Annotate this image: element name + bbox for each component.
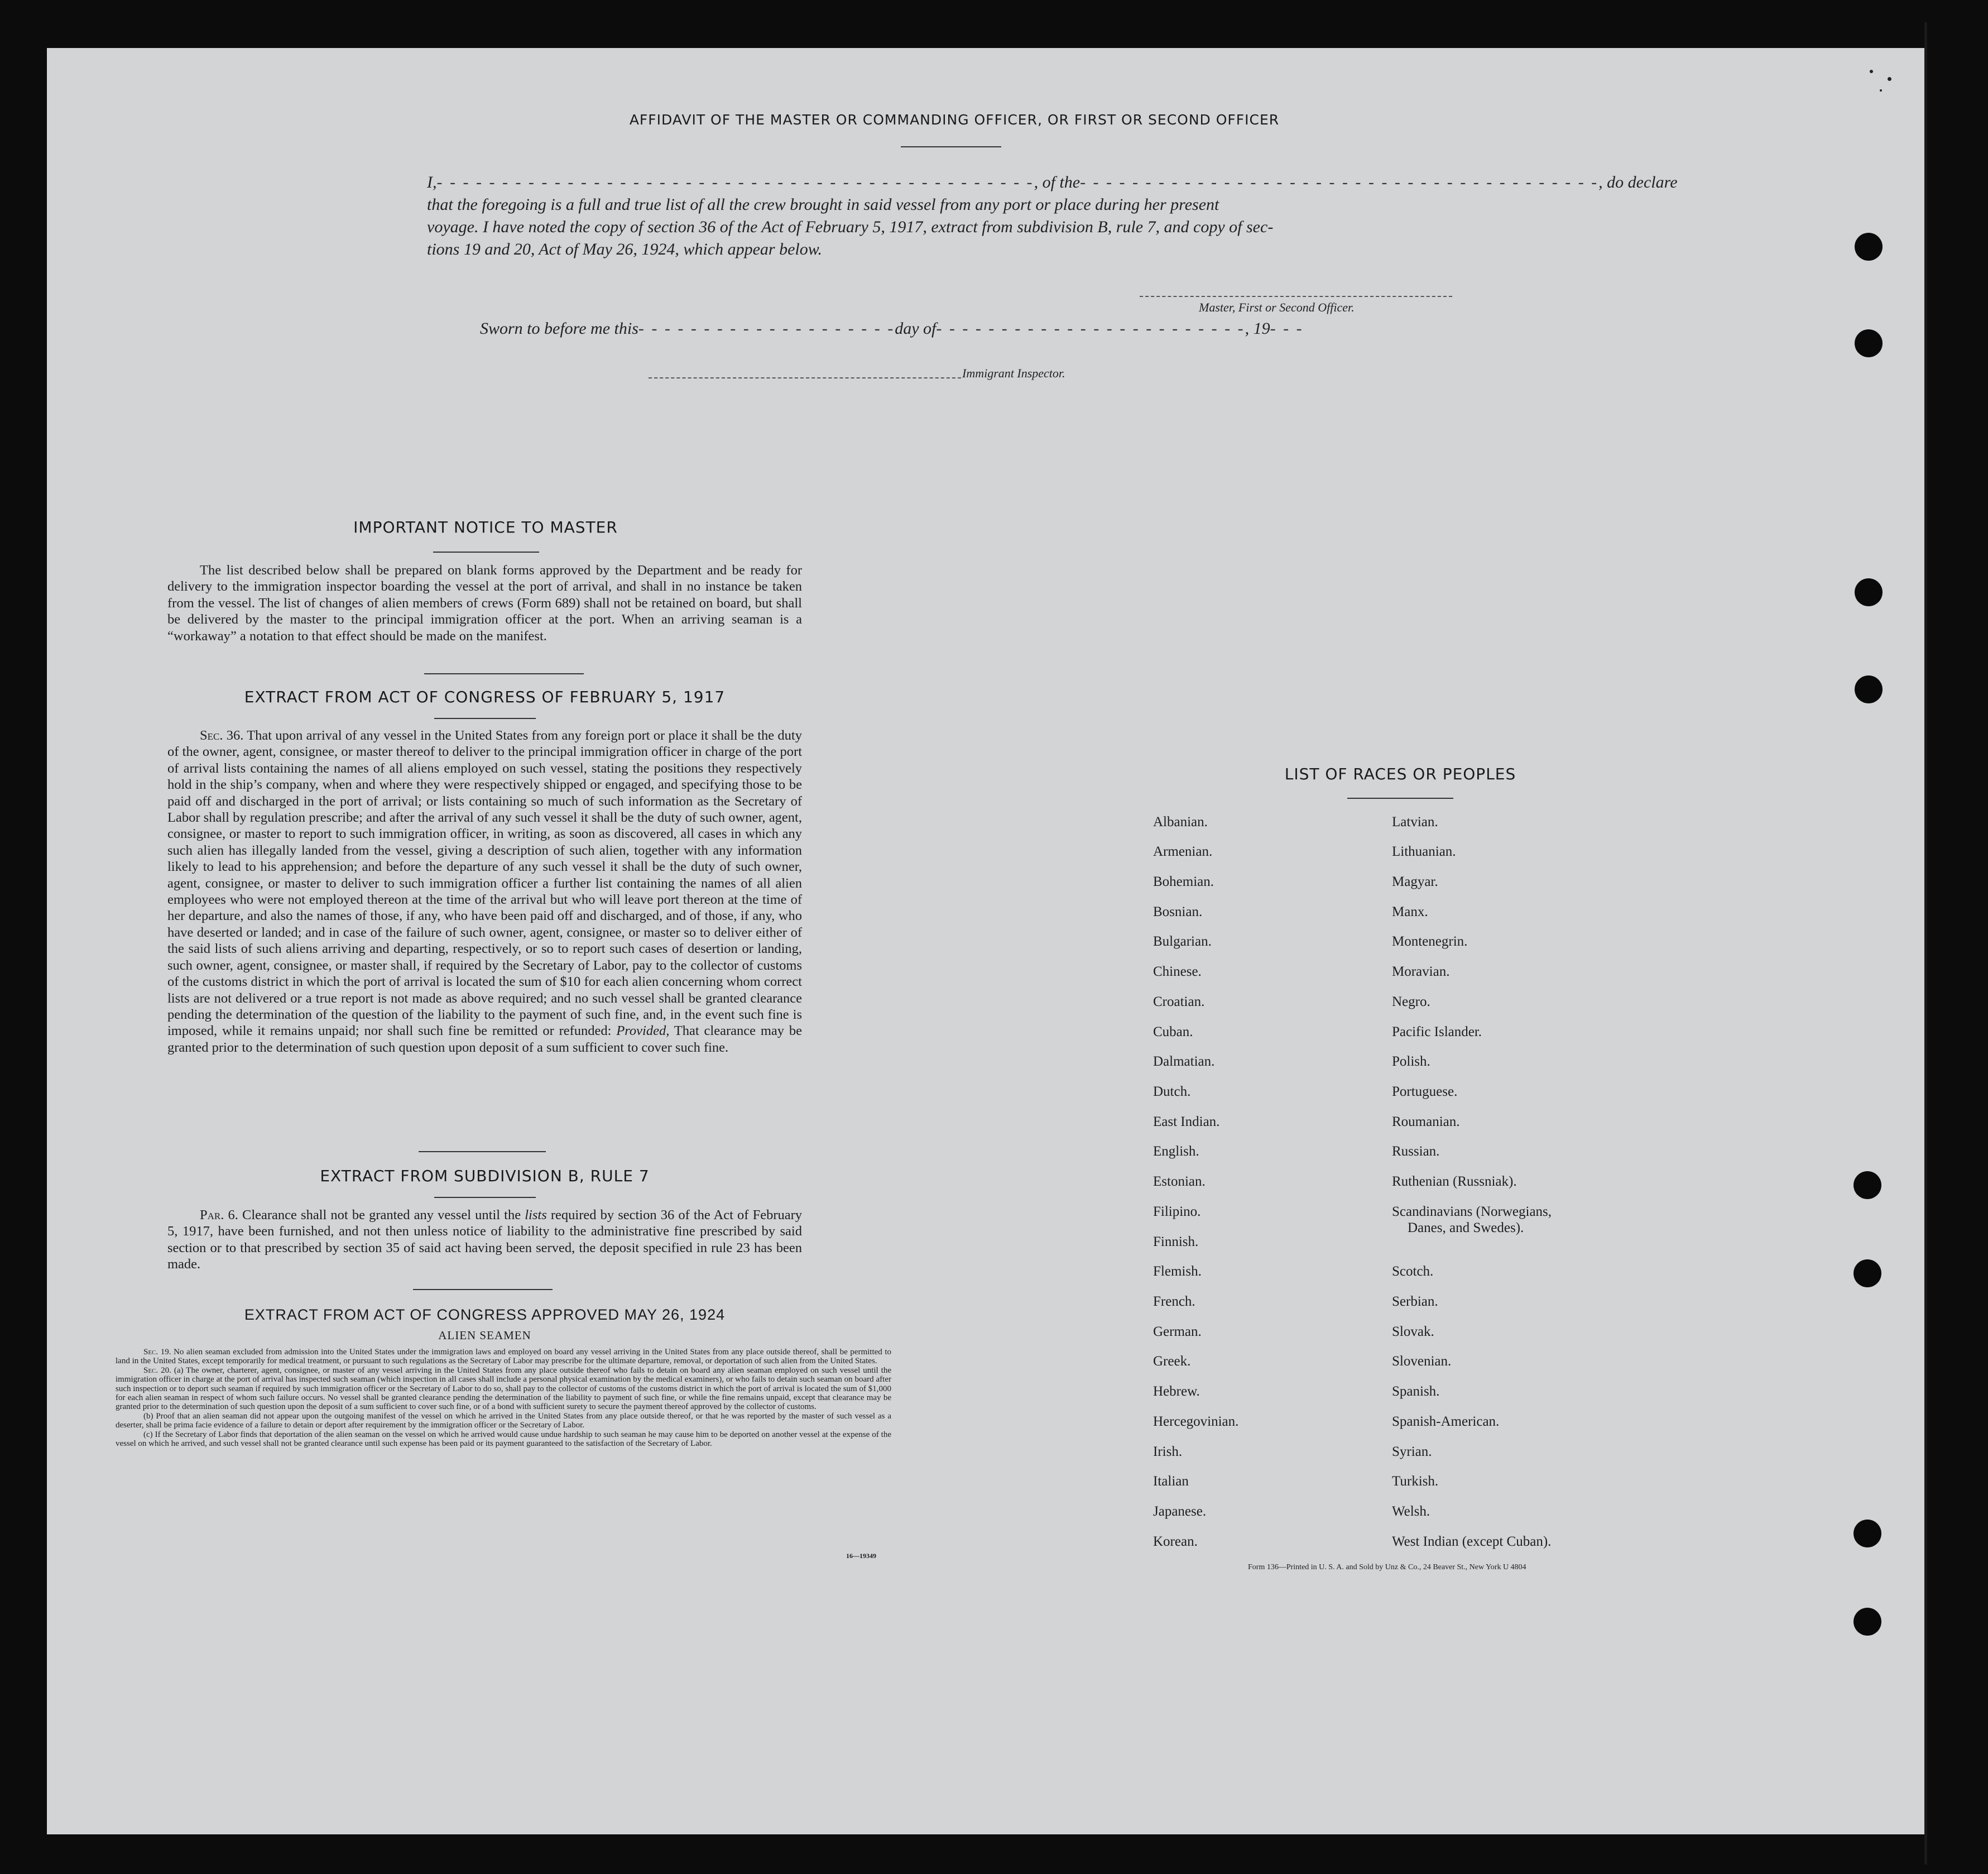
do-declare-label: , do declare <box>1598 173 1678 191</box>
par-6-label: Par. 6. <box>200 1207 238 1223</box>
day-of-label: day of <box>895 319 937 338</box>
sworn-year-blank: - - - <box>1270 319 1304 338</box>
race-item: Scotch. <box>1392 1264 1434 1279</box>
race-item: Finnish. <box>1153 1234 1199 1249</box>
par-6-body-b: required by section 36 of the Act of February 5, 1917, have been furnished, and not then unless notice of liability to the administrative fine prescribed by said section or to that prescribed by section 35 of said act having been served, the deposit specified in rule 23 has been made. <box>167 1207 803 1272</box>
race-item: Flemish. <box>1153 1264 1202 1279</box>
binder-hole <box>1853 1171 1881 1199</box>
race-item: Greek. <box>1153 1354 1191 1369</box>
sworn-line <box>480 319 1304 338</box>
extract-rule7-text <box>167 1207 802 1273</box>
race-item: English. <box>1153 1144 1199 1159</box>
race-item: Slovenian. <box>1392 1354 1452 1369</box>
race-item: Portuguese. <box>1392 1084 1458 1099</box>
extract-1924-title: EXTRACT FROM ACT OF CONGRESS APPROVED MAY 26, 1924 <box>244 1306 726 1323</box>
race-item: Spanish-American. <box>1392 1414 1500 1429</box>
par-6-body-a: Clearance shall not be granted any vessel until the <box>242 1207 521 1223</box>
race-item: Armenian. <box>1153 844 1213 859</box>
extract-1917-text <box>167 727 802 1056</box>
year-prefix: , 19 <box>1245 319 1270 338</box>
binder-hole <box>1853 1259 1881 1287</box>
race-item: Croatian. <box>1153 994 1205 1009</box>
sec-19-body: No alien seaman excluded from admission into the United States under the immigration laws and employed on board any vessel arriving in the United States from any place outside thereof, shall be permitted to land in the United States, except temporarily for medical treatment, or pursuant to such regulations as the Secretary of Labor may prescribe for the ultimate departure, removal, or deportation of such alien from the United States. <box>116 1348 892 1366</box>
race-item: Serbian. <box>1392 1294 1438 1309</box>
divider-rule <box>413 1289 553 1290</box>
of-the-label: , of the <box>1034 173 1081 191</box>
race-item: Bulgarian. <box>1153 934 1212 949</box>
binder-hole <box>1855 329 1883 357</box>
binder-hole <box>1855 578 1883 606</box>
extract-1917-rule <box>434 718 536 719</box>
race-item: Russian. <box>1392 1144 1440 1159</box>
race-item: Syrian. <box>1392 1444 1432 1459</box>
inspector-caption: Immigrant Inspector. <box>962 366 1065 380</box>
race-item: Montenegrin. <box>1392 934 1468 949</box>
race-item: Dalmatian. <box>1153 1054 1215 1069</box>
race-item: Estonian. <box>1153 1174 1206 1189</box>
race-item: Bohemian. <box>1153 874 1214 889</box>
race-item: Irish. <box>1153 1444 1183 1459</box>
race-item: Korean. <box>1153 1534 1198 1549</box>
title-rule <box>901 146 1001 147</box>
race-item: French. <box>1153 1294 1195 1309</box>
race-item: Filipino. <box>1153 1204 1201 1219</box>
race-item: Pacific Islander. <box>1392 1024 1482 1039</box>
affidavit-title: AFFIDAVIT OF THE MASTER OR COMMANDING OFFICER, OR FIRST OR SECOND OFFICER <box>629 112 1280 128</box>
extract-1917-title: EXTRACT FROM ACT OF CONGRESS OF FEBRUARY 5, 1917 <box>244 688 726 706</box>
binder-hole <box>1853 1608 1881 1636</box>
declarant-name-blank: - - - - - - - - - - - - - - - - - - - - - - - - - - - - - - - - - - - - - - - - - - - - - - <box>436 173 1034 191</box>
print-code: 16—19349 <box>846 1552 876 1560</box>
race-item: Lithuanian. <box>1392 844 1456 859</box>
binder-hole <box>1853 1520 1881 1547</box>
sec-20b-paragraph: (b) Proof that an alien seaman did not appear upon the outgoing manifest of the vessel on which he arrived in the United States from any place outside thereof, or that he was reported by the master of such vessel as a deserter, shall be prima facie evidence of a failure to detain or deport after requirement by the immigration officer or the Secretary of Labor. <box>116 1411 891 1430</box>
declarant-prefix: I, <box>427 173 437 191</box>
affidavit-declaration <box>427 171 1678 261</box>
sworn-day-blank: - - - - - - - - - - - - - - - - - - - - <box>638 319 895 338</box>
scan-speck <box>1880 89 1882 92</box>
master-signature-line <box>1140 296 1452 297</box>
race-item: Roumanian. <box>1392 1114 1460 1129</box>
race-item: Chinese. <box>1153 964 1202 979</box>
scan-edge <box>1924 22 1927 1865</box>
sec-20-label: Sec. 20. <box>143 1365 171 1375</box>
sec-20a-body: (a) The owner, charterer, agent, consignee, or master of any vessel arriving in the United States from any place outside thereof who fails to detain on board any alien seaman employed on such vessel until the immigration officer in charge at the port of arrival has inspected such seaman (which inspection in all cases shall include a personal physical examination by the medical examiners), or who fails to detain such seaman on board after such inspection or to deport such seaman if required by such immigration officer or the Secretary of Labor to do so, shall pay to the collector of customs of the customs district in which the port of arrival is located the sum of $1,000 for each alien seaman in respect of whom such failure occurs. No vessel shall be granted clearance pending the determination of the liability to payment of such fine, or while the fine remains unpaid, except that clearance may be granted prior to the determination of such question upon the deposit of a sum sufficient to cover such fine, or of a bond with sufficient surety to secure the payment thereof approved by the collector of customs. <box>116 1365 892 1412</box>
race-item: Hercegovinian. <box>1153 1414 1239 1429</box>
extract-rule7-rule <box>434 1197 536 1198</box>
sworn-prefix: Sworn to before me this <box>480 319 638 338</box>
race-item: Danes, and Swedes). <box>1408 1220 1524 1235</box>
notice-text: The list described below shall be prepared on blank forms approved by the Department and be ready for delivery to the immigration inspector boarding the vessel at the port of arrival, and shall in no instance be taken from the vessel. The list of changes of alien members of crews (Form 689) shall not be retained on board, but shall be delivered by the master to the principal immigration officer at the port. When an arriving seaman is a “workaway” a notation to that effect should be made on the manifest. <box>167 563 802 644</box>
race-item: Slovak. <box>1392 1324 1434 1339</box>
races-title: LIST OF RACES OR PEOPLES <box>1284 765 1516 783</box>
extract-1924-text <box>116 1348 891 1448</box>
scan-speck <box>1888 77 1891 81</box>
declaration-line-1 <box>427 171 1678 194</box>
race-item: Welsh. <box>1392 1504 1430 1519</box>
sworn-month-blank: - - - - - - - - - - - - - - - - - - - - - - - - <box>936 319 1245 338</box>
race-item: East Indian. <box>1153 1114 1220 1129</box>
binder-hole <box>1855 675 1883 703</box>
notice-title: IMPORTANT NOTICE TO MASTER <box>353 518 618 536</box>
race-item: Spanish. <box>1392 1384 1440 1399</box>
inspector-signature-line <box>649 377 961 378</box>
race-item: Cuban. <box>1153 1024 1193 1039</box>
race-item: Italian <box>1153 1474 1189 1489</box>
divider-rule <box>424 673 584 674</box>
sec-36-end: That clearance may be granted prior to the determination of such question upon deposit of a sum sufficient to cover such fine. <box>167 1023 802 1055</box>
race-item: Hebrew. <box>1153 1384 1200 1399</box>
sec-36-label: Sec. 36. <box>200 728 244 743</box>
race-item: Magyar. <box>1392 874 1438 889</box>
master-signature-caption: Master, First or Second Officer. <box>1199 300 1355 314</box>
notice-rule <box>433 552 539 553</box>
race-item: Negro. <box>1392 994 1430 1009</box>
race-item: Bosnian. <box>1153 904 1203 919</box>
race-item: Polish. <box>1392 1054 1430 1069</box>
declaration-line-4: tions 19 and 20, Act of May 26, 1924, which appear below. <box>427 240 823 258</box>
binder-hole <box>1855 233 1883 261</box>
vessel-name-blank: - - - - - - - - - - - - - - - - - - - - - - - - - - - - - - - - - - - - - - - - <box>1080 173 1599 191</box>
race-item: Manx. <box>1392 904 1428 919</box>
declaration-line-2: that the foregoing is a full and true list of all the crew brought in said vessel from any port or place during her present <box>427 195 1219 214</box>
scan-speck <box>1870 70 1873 73</box>
race-item: Scandinavians (Norwegians, <box>1392 1204 1552 1219</box>
race-item: Ruthenian (Russniak). <box>1392 1174 1517 1189</box>
race-item: Japanese. <box>1153 1504 1207 1519</box>
lists-term: lists <box>525 1207 547 1223</box>
divider-rule <box>419 1151 546 1152</box>
race-item: Moravian. <box>1392 964 1450 979</box>
race-item: Turkish. <box>1392 1474 1439 1489</box>
alien-seamen-subtitle: ALIEN SEAMEN <box>438 1329 531 1342</box>
extract-rule7-title: EXTRACT FROM SUBDIVISION B, RULE 7 <box>320 1167 650 1185</box>
provided-term: Provided, <box>616 1023 670 1039</box>
race-item: Dutch. <box>1153 1084 1191 1099</box>
sec-20a-paragraph <box>116 1366 891 1412</box>
sec-19-paragraph <box>116 1348 891 1366</box>
race-item: Latvian. <box>1392 814 1438 830</box>
declaration-line-3: voyage. I have noted the copy of section 36 of the Act of February 5, 1917, extract from subdivision B, rule 7, and copy of sec- <box>427 218 1274 236</box>
race-item: West Indian (except Cuban). <box>1392 1534 1552 1549</box>
sec-20c-paragraph: (c) If the Secretary of Labor finds that deportation of the alien seaman on the vessel on which he arrived would cause undue hardship to such seaman he may cause him to be deported on another vessel at the expense of the vessel on which he arrived, and such vessel shall not be granted clearance until such expense has been paid or its payment guaranteed to the satisfaction of the Secretary of Labor. <box>116 1430 891 1449</box>
form-footer: Form 136—Printed in U. S. A. and Sold by Unz & Co., 24 Beaver St., New York U 4804 <box>1248 1563 1526 1571</box>
sec-19-label: Sec. 19. <box>143 1348 171 1357</box>
race-item: German. <box>1153 1324 1202 1339</box>
sec-36-body: That upon arrival of any vessel in the United States from any foreign port or place it shall be the duty of the owner, agent, consignee, or master thereof to deliver to the principal immigration officer in charge of the port of arrival lists containing the names of all aliens employed on such vessel, stating the positions they respectively hold in the ship’s company, when and where they were respectively shipped or engaged, and specifying those to be paid off and discharged in the port of arrival; or lists containing so much of such information as the Secretary of Labor shall by regulation prescribe; and after the arrival of any such vessel it shall be the duty of such owner, agent, consignee, or master to report to such immigration officer, in writing, as soon as discovered, all cases in which any such alien has illegally landed from the vessel, giving a description of such alien, together with any information likely to lead to his apprehension; and before the departure of any such vessel it shall be the duty of such owner, agent, consignee, or master to deliver to such immigration officer a further list containing the names of all alien employees who were not employed thereon at the time of the arrival but who will leave port thereon at the time of her departure, and also the names of those, if any, who have been paid off and discharged, and of those, if any, who have deserted or landed; and in case of the failure of such owner, agent, consignee, or master so to deliver either of the said lists of such aliens arriving and departing, respectively, or so to report such cases of desertion or landing, such owner, agent, consignee, or master shall, if required by the Secretary of Labor, pay to the collector of customs of the customs district in which the port of arrival is located the sum of $10 for each alien concerning whom correct lists are not delivered or a true report is not made as above required; and no such vessel shall be granted clearance pending the determination of the question of the liability to the payment of such fine, and, in the event such fine is imposed, while it remains unpaid; nor shall such fine be remitted or refunded: <box>167 728 802 1039</box>
races-rule <box>1347 798 1453 799</box>
race-item: Albanian. <box>1153 814 1208 830</box>
